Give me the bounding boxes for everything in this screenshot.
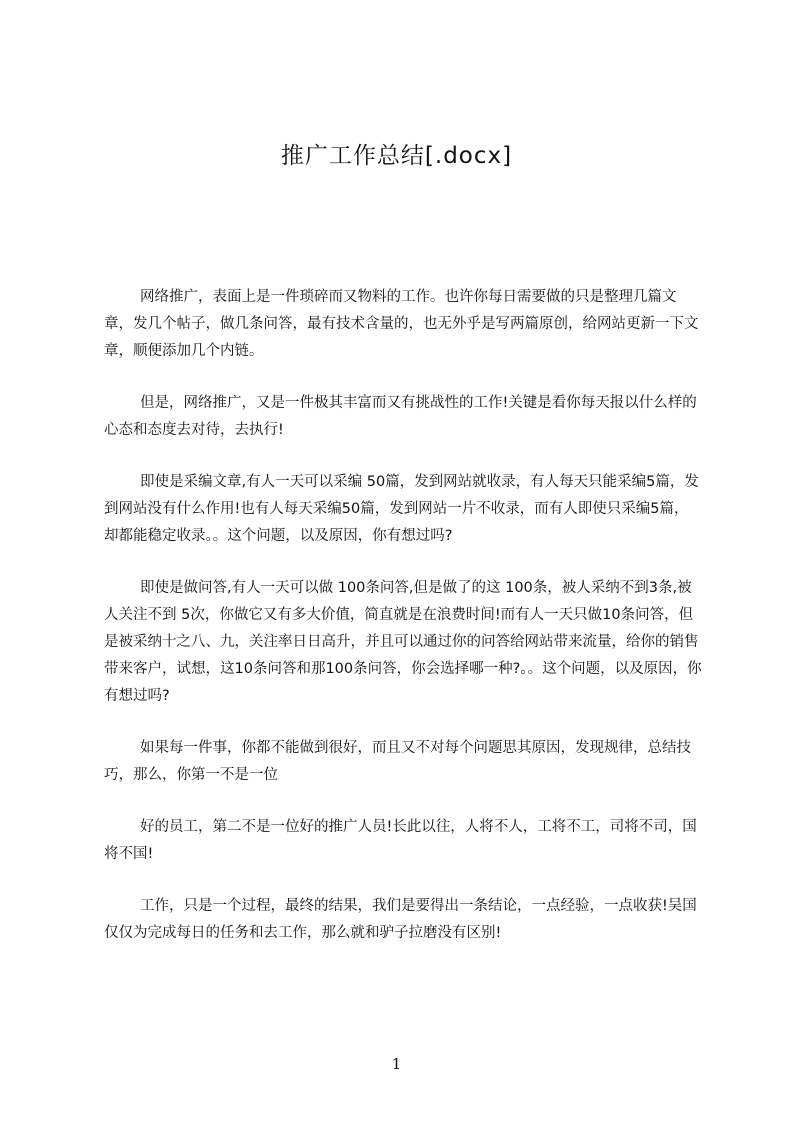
paragraph-4: 即使是做问答,有人一天可以做 100条问答,但是做了的这 100条，被人采纳不到3条,被人关注不到 5次，你做它又有多大价值，简直就是在浪费时间!而有人一天只做10条问答，但是被采纳十之八、九，关注率日日高升，并且可以通过你的问答给网站带来流量，给你的销售带来客户，试想，这10条问答和那100条问答，你会选择哪一种?。。这个问题，以及原因，你有想过吗?	[104, 580, 702, 704]
paragraph-2: 但是，网络推广，又是一件极其丰富而又有挑战性的工作!关键是看你每天报以什么样的心态和态度去对待，去执行!	[104, 395, 697, 438]
paragraph-1: 网络推广，表面上是一件琐碎而又物料的工作。也许你每日需要做的只是整理几篇文章，发几个帖子，做几条问答，最有技术含量的，也无外乎是写两篇原创，给网站更新一下文章，顺便添加几个内链。	[104, 289, 699, 359]
paragraph-3: 即使是采编文章,有人一天可以采编 50篇，发到网站就收录，有人每天只能采编5篇，发到网站没有什么作用!也有人每天采编50篇，发到网站一片不收录，而有人即使只采编5篇，却都能稳定收录。。这个问题，以及原因，你有想过吗?	[104, 474, 699, 544]
document-body	[104, 284, 702, 972]
paragraph-5: 如果每一件事，你都不能做到很好，而且又不对每个问题思其原因，发现规律，总结技巧，那么，你第一不是一位	[104, 740, 691, 783]
paragraph-7: 工作，只是一个过程，最终的结果，我们是要得出一条结论，一点经验，一点收获!吴国仅仅为完成每日的任务和去工作，那么就和驴子拉磨没有区别!	[104, 898, 697, 941]
page-number: 1	[391, 1055, 402, 1073]
paragraph-6: 好的员工，第二不是一位好的推广人员!长此以往，人将不人，工将不工，司将不司，国将不国!	[104, 819, 697, 862]
document-title: 推广工作总结[.docx]	[280, 143, 513, 169]
